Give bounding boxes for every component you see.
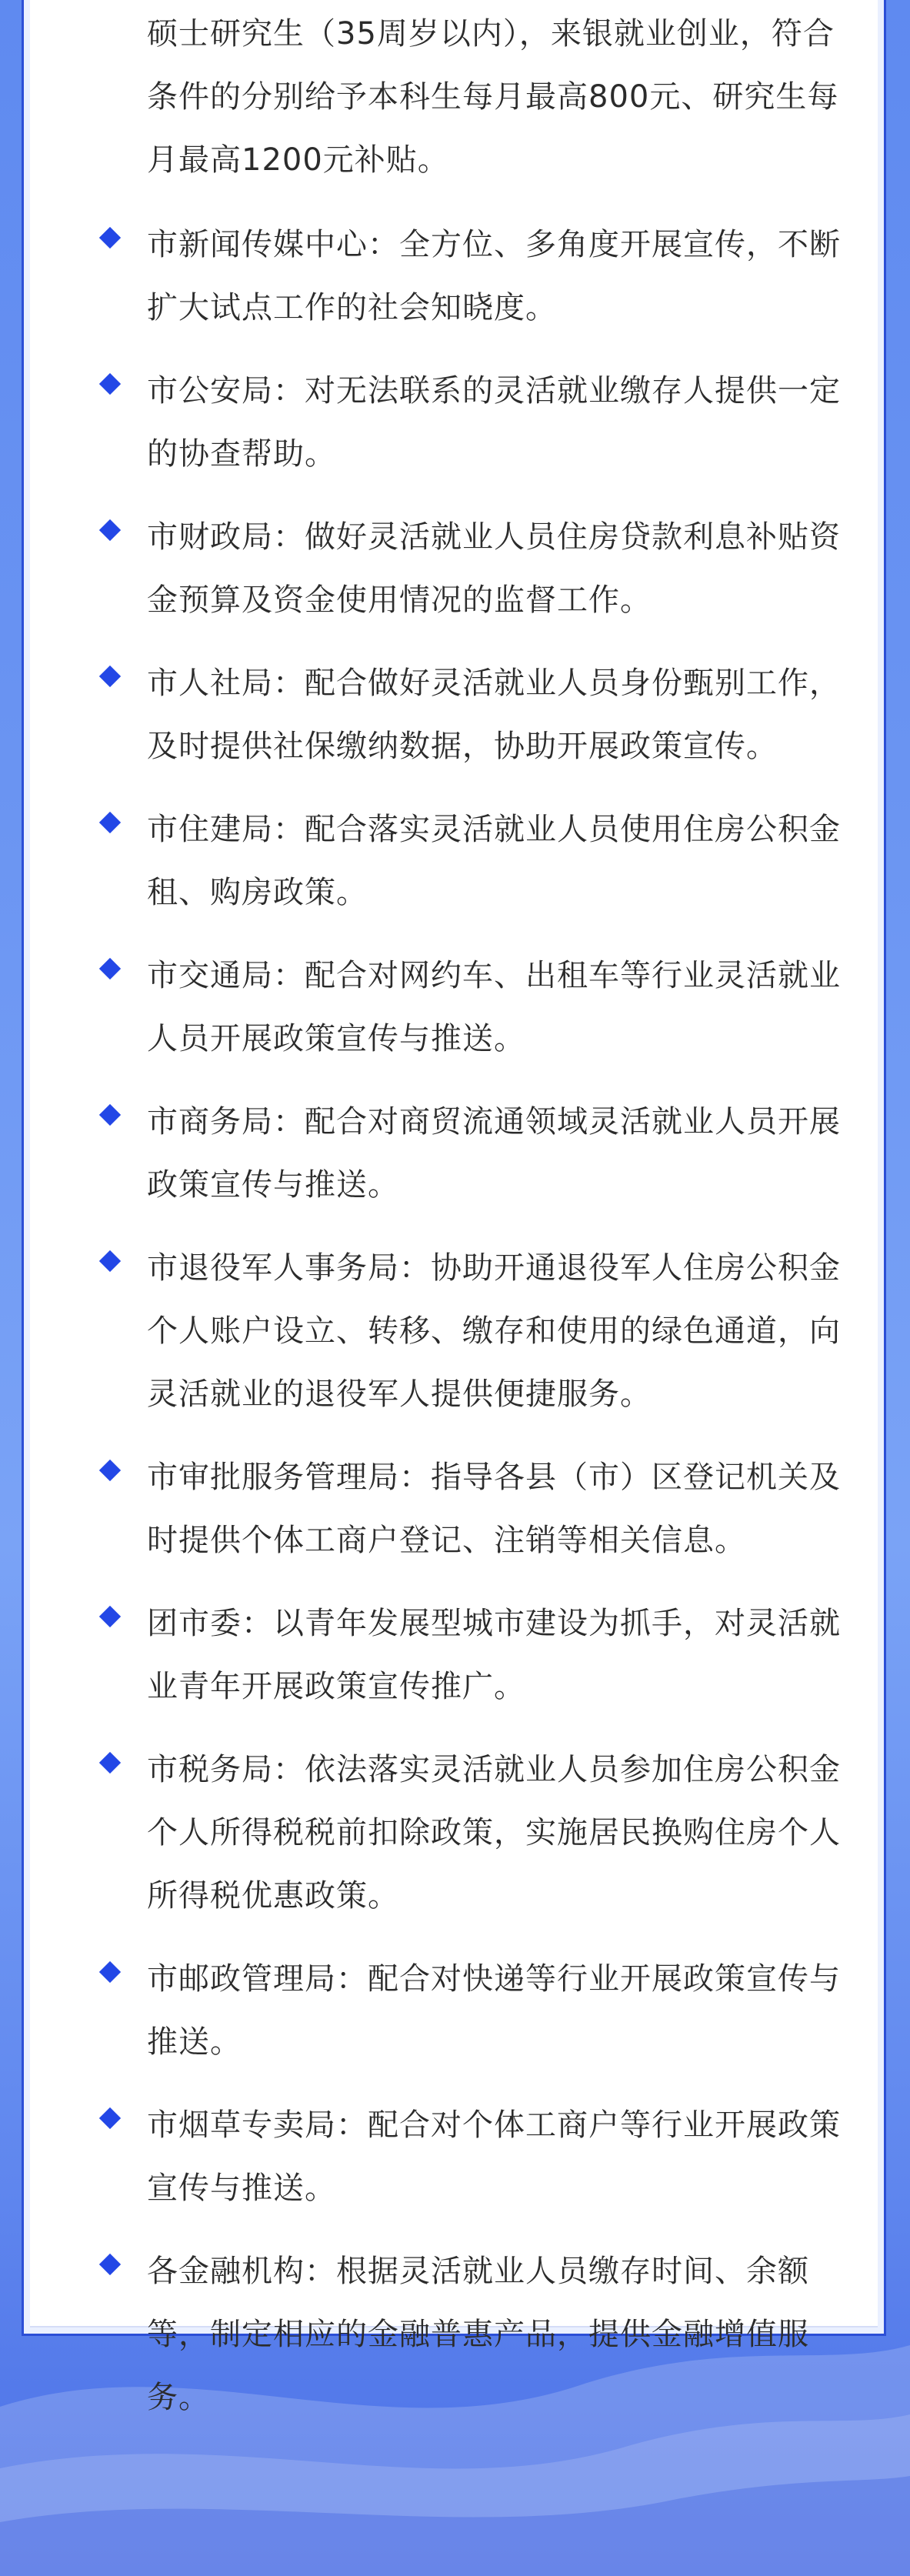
list-item [76,652,845,778]
diamond-bullet-icon [99,373,121,395]
list-item-text: 市审批服务管理局：指导各县（市）区登记机关及时提供个体工商户登记、注销等相关信息。 [147,1460,841,1558]
list-item-text: 市住建局：配合落实灵活就业人员使用住房公积金租、购房政策。 [147,812,841,910]
list-item [76,213,845,339]
diamond-bullet-icon [99,1752,121,1774]
list-item-text: 市财政局：做好灵活就业人员住房贷款利息补贴资金预算及资金使用情况的监督工作。 [147,519,841,618]
responsibility-list [76,2,884,2464]
list-item-text: 市商务局：配合对商贸流通领域灵活就业人员开展政策宣传与推送。 [147,1104,841,1203]
list-item-text: 市公安局：对无法联系的灵活就业缴存人提供一定的协查帮助。 [147,373,841,472]
diamond-bullet-icon [99,1460,121,1481]
diamond-bullet-icon [99,227,121,249]
list-item-text: 市烟草专卖局：配合对个体工商户等行业开展政策宣传与推送。 [147,2107,841,2206]
list-item [76,798,845,924]
intro-continuation-text: 硕士研究生（35周岁以内），来银就业创业，符合条件的分别给予本科生每月最高800元、研究生每月最高1200元补贴。 [147,16,839,178]
diamond-bullet-icon [99,1250,121,1272]
diamond-bullet-icon [99,1961,121,1983]
list-item-text: 市人社局：配合做好灵活就业人员身份甄别工作，及时提供社保缴纳数据，协助开展政策宣传。 [147,666,841,764]
list-item [76,1090,845,1216]
diamond-bullet-icon [99,1606,121,1627]
list-item [76,1592,845,1718]
list-item-text: 市邮政管理局：配合对快递等行业开展政策宣传与推送。 [147,1961,841,2060]
list-item-text: 各金融机构：根据灵活就业人员缴存时间、余额等，制定相应的金融普惠产品，提供金融增值服务。 [147,2254,809,2415]
list-item-text: 市交通局：配合对网约车、出租车等行业灵活就业人员开展政策宣传与推送。 [147,958,841,1056]
list-item-text: 市新闻传媒中心：全方位、多角度开展宣传，不断扩大试点工作的社会知晓度。 [147,227,841,325]
diamond-bullet-icon [99,812,121,833]
list-item [76,1446,845,1572]
diamond-bullet-icon [99,1104,121,1126]
diamond-bullet-icon [99,2107,121,2129]
list-item-text: 团市委：以青年发展型城市建设为抓手，对灵活就业青年开展政策宣传推广。 [147,1606,841,1704]
list-item [76,506,845,632]
list-item [76,2094,845,2220]
list-item [76,944,845,1070]
list-item [76,2240,845,2429]
diamond-bullet-icon [99,519,121,541]
diamond-bullet-icon [99,2254,121,2275]
diamond-bullet-icon [99,958,121,979]
diamond-bullet-icon [99,666,121,687]
list-item [76,1738,845,1927]
list-item [76,1236,845,1426]
content-card [22,0,886,2415]
list-item-intro-continuation [76,2,845,192]
list-item [76,1947,845,2074]
content-card-inner [30,0,878,2415]
list-item-text: 市税务局：依法落实灵活就业人员参加住房公积金个人所得税税前扣除政策，实施居民换购住房个人所得税优惠政策。 [147,1752,841,1914]
list-item-text: 市退役军人事务局：协助开通退役军人住房公积金个人账户设立、转移、缴存和使用的绿色通道，向灵活就业的退役军人提供便捷服务。 [147,1250,841,1412]
list-item [76,359,845,486]
